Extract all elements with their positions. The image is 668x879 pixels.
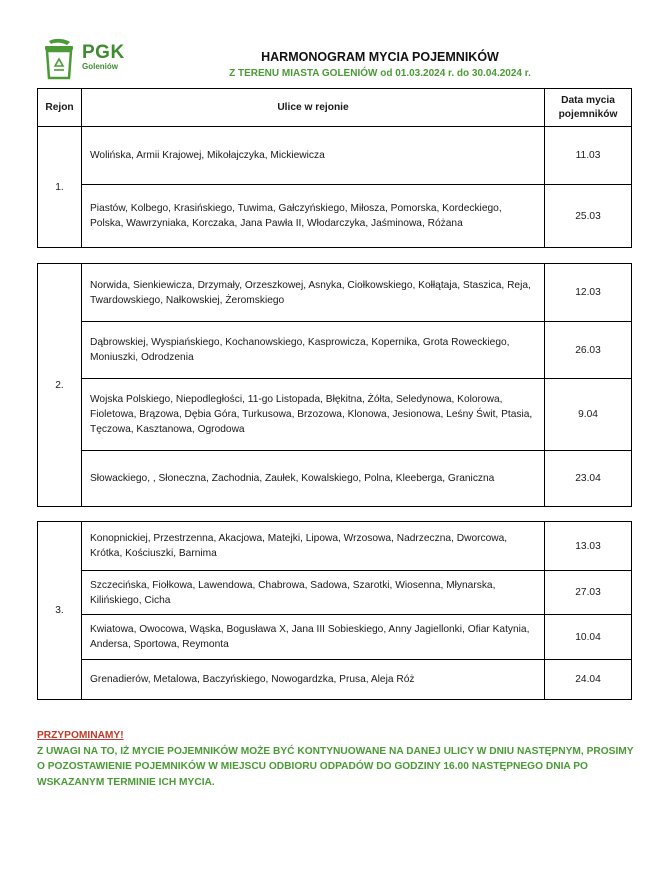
- schedule-table-region-1: [37, 88, 632, 248]
- table-row: [38, 615, 632, 660]
- recycle-bin-icon: [42, 38, 76, 80]
- schedule-table-region-2: [37, 263, 632, 507]
- logo-subtitle: Goleniów: [82, 62, 118, 71]
- header-region: Rejon: [38, 89, 82, 127]
- date-cell: 9.04: [545, 379, 632, 451]
- date-cell: 13.03: [545, 522, 632, 571]
- date-cell: 23.04: [545, 451, 632, 507]
- streets-cell: Kwiatowa, Owocowa, Wąska, Bogusława X, Jana III Sobieskiego, Anny Jagiellonki, Ofiar Katynia, Andersa, Sportowa, Reymonta: [82, 615, 545, 660]
- schedule-table-region-3: [37, 521, 632, 700]
- date-cell: 26.03: [545, 322, 632, 379]
- date-cell: 11.03: [545, 127, 632, 185]
- streets-cell: Słowackiego, , Słoneczna, Zachodnia, Zaułek, Kowalskiego, Polna, Kleeberga, Graniczna: [82, 451, 545, 507]
- logo-name: PGK: [82, 42, 125, 63]
- table-header-row: [38, 89, 632, 127]
- region-label: 1.: [38, 127, 82, 248]
- pgk-logo: [42, 38, 132, 84]
- streets-cell: Piastów, Kolbego, Krasińskiego, Tuwima, Gałczyńskiego, Miłosza, Pomorska, Kordeckiego, Polska, Wawrzyniaka, Korczaka, Jana Pawła II, Włodarczyka, Jaśminowa, Różana: [82, 185, 545, 248]
- header-date: Data mycia pojemników: [545, 89, 632, 127]
- streets-cell: Wolińska, Armii Krajowej, Mikołajczyka, Mickiewicza: [82, 127, 545, 185]
- date-cell: 10.04: [545, 615, 632, 660]
- table-row: [38, 522, 632, 571]
- document-title: HARMONOGRAM MYCIA POJEMNIKÓW: [261, 50, 499, 64]
- region-label: 2.: [38, 264, 82, 507]
- date-cell: 12.03: [545, 264, 632, 322]
- reminder-heading: PRZYPOMINAMY!: [37, 730, 124, 741]
- table-row: [38, 379, 632, 451]
- date-cell: 24.04: [545, 660, 632, 700]
- document-subtitle: Z TERENU MIASTA GOLENIÓW od 01.03.2024 r. do 30.04.2024 r.: [229, 68, 531, 79]
- streets-cell: Norwida, Sienkiewicza, Drzymały, Orzeszkowej, Asnyka, Ciołkowskiego, Kołłątaja, Staszica, Reja, Twardowskiego, Nałkowskiej, Żeromskiego: [82, 264, 545, 322]
- table-row: [38, 451, 632, 507]
- date-cell: 27.03: [545, 571, 632, 615]
- table-row: [38, 322, 632, 379]
- table-row: [38, 127, 632, 185]
- streets-cell: Wojska Polskiego, Niepodległości, 11-go Listopada, Błękitna, Żółta, Seledynowa, Kolorowa, Fioletowa, Brązowa, Dębia Góra, Turkusowa, Brzozowa, Klonowa, Jesionowa, Leśny Świt, Ptasia, Tęczowa, Kasztanowa, Ogrodowa: [82, 379, 545, 451]
- reminder-body: Z UWAGI NA TO, IŻ MYCIE POJEMNIKÓW MOŻE BYĆ KONTYNUOWANE NA DANEJ ULICY W DNIU NASTĘPNYM, PROSIMY O POZOSTAWIENIE POJEMNIKÓW W MIEJSCU ODBIORU ODPADÓW DO GODZINY 16.00 NASTĘPNEGO DNIA PO WSKAZANYM TERMINIE ICH MYCIA.: [37, 745, 634, 788]
- streets-cell: Szczecińska, Fiołkowa, Lawendowa, Chabrowa, Sadowa, Szarotki, Wiosenna, Młynarska, Kilińskiego, Cicha: [82, 571, 545, 615]
- table-row: [38, 185, 632, 248]
- streets-cell: Dąbrowskiej, Wyspiańskiego, Kochanowskiego, Kasprowicza, Kopernika, Grota Roweckiego, Moniuszki, Odrodzenia: [82, 322, 545, 379]
- header-streets: Ulice w rejonie: [82, 89, 545, 127]
- date-cell: 25.03: [545, 185, 632, 248]
- table-row: [38, 264, 632, 322]
- reminder-note: [37, 728, 637, 790]
- table-row: [38, 571, 632, 615]
- streets-cell: Konopnickiej, Przestrzenna, Akacjowa, Matejki, Lipowa, Wrzosowa, Nadrzeczna, Dworcowa, Krótka, Kościuszki, Barnima: [82, 522, 545, 571]
- region-label: 3.: [38, 522, 82, 700]
- streets-cell: Grenadierów, Metalowa, Baczyńskiego, Nowogardzka, Prusa, Aleja Róż: [82, 660, 545, 700]
- table-row: [38, 660, 632, 700]
